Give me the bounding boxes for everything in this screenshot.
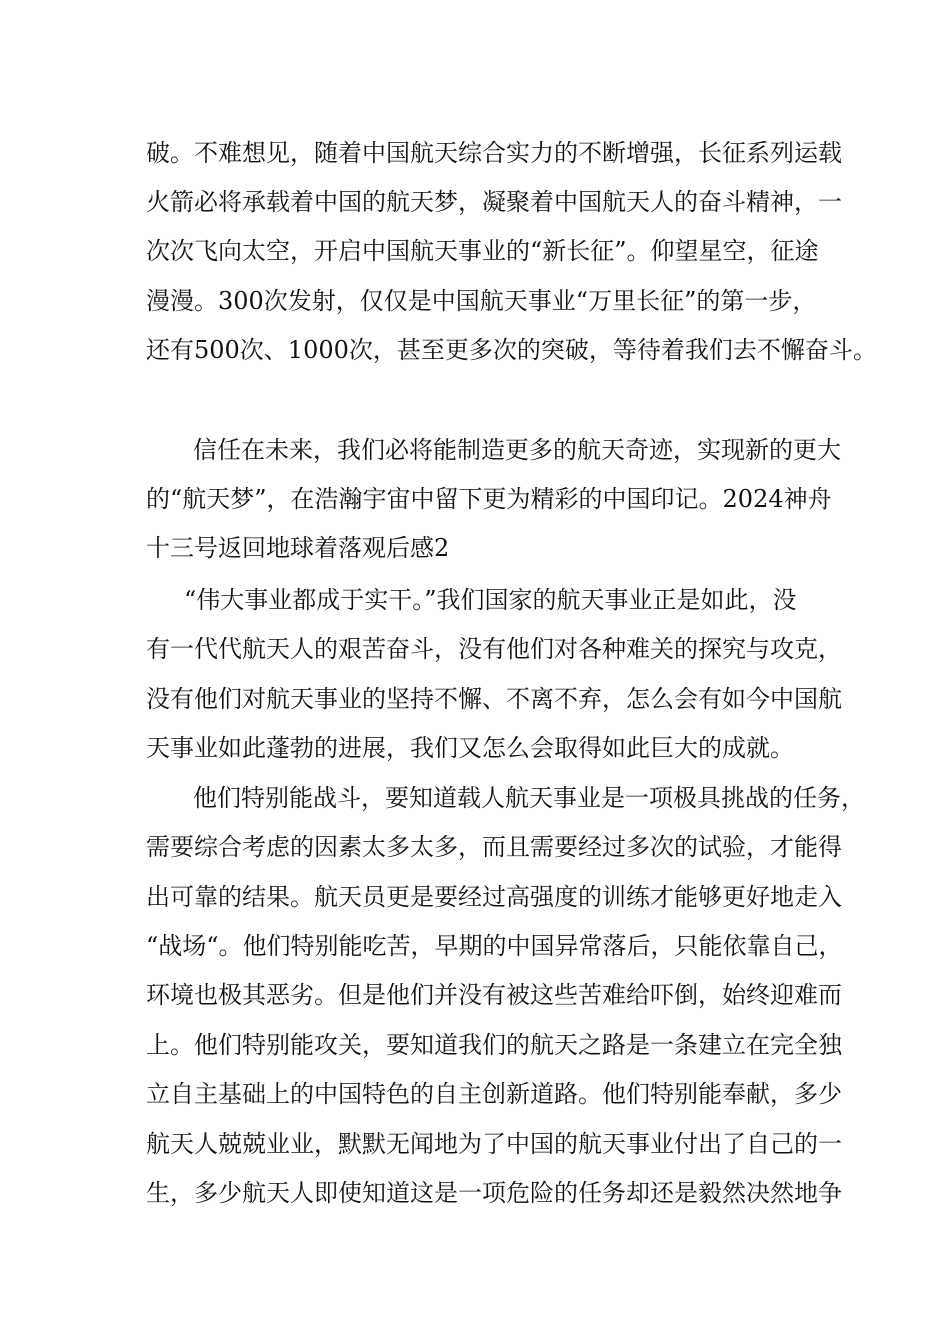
text-line: 还有500次、1000次，甚至更多次的突破，等待着我们去不懈奋斗。	[146, 336, 877, 364]
text-line: “伟大事业都成于实干。”我们国家的航天事业正是如此，没	[184, 586, 797, 614]
text-line: 有一代代航天人的艰苦奋斗，没有他们对各种难关的探究与攻克，	[146, 635, 842, 663]
text-line: 需要综合考虑的因素太多太多，而且需要经过多次的试验，才能得	[146, 833, 842, 861]
text-line: 信任在未来，我们必将能制造更多的航天奇迹，实现新的更大	[193, 436, 841, 464]
text-line: 环境也极其恶劣。但是他们并没有被这些苦难给吓倒，始终迎难而	[146, 981, 842, 1009]
text-line: 上。他们特别能攻关，要知道我们的航天之路是一条建立在完全独	[146, 1031, 842, 1059]
text-line: 出可靠的结果。航天员更是要经过高强度的训练才能够更好地走入	[146, 883, 842, 911]
text-line: 生，多少航天人即使知道这是一项危险的任务却还是毅然决然地争	[146, 1179, 842, 1207]
text-line: 没有他们对航天事业的坚持不懈、不离不弃，怎么会有如今中国航	[146, 685, 842, 713]
text-line: “战场“。他们特别能吃苦，早期的中国异常落后，只能依靠自己，	[146, 932, 843, 960]
text-line: 破。不难想见，随着中国航天综合实力的不断增强，长征系列运载	[146, 139, 842, 167]
text-line: 火箭必将承载着中国的航天梦，凝聚着中国航天人的奋斗精神，一	[146, 188, 842, 216]
text-line: 航天人兢兢业业，默默无闻地为了中国的航天事业付出了自己的一	[146, 1130, 842, 1158]
text-line: 的“航天梦”，在浩瀚宇宙中留下更为精彩的中国印记。2024神舟	[146, 485, 832, 513]
text-line: 立自主基础上的中国特色的自主创新道路。他们特别能奉献，多少	[146, 1080, 842, 1108]
text-line: 天事业如此蓬勃的进展，我们又怎么会取得如此巨大的成就。	[146, 734, 794, 762]
text-line: 十三号返回地球着落观后感2	[146, 534, 450, 562]
text-line: 次次飞向太空，开启中国航天事业的“新长征”。仰望星空，征途	[146, 237, 819, 265]
text-line: 漫漫。300次发射，仅仅是中国航天事业“万里长征”的第一步，	[146, 287, 817, 315]
text-line: 他们特别能战斗，要知道载人航天事业是一项极具挑战的任务，	[193, 784, 865, 812]
